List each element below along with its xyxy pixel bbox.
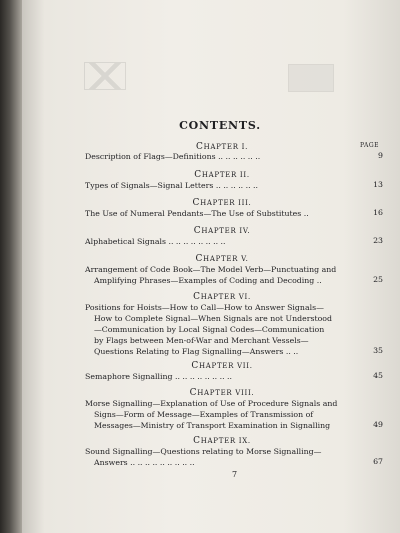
- entry-line: Alphabetical Signals .. .. .. .. .. .. .. ..: [85, 237, 226, 246]
- chapter-entry: [85, 151, 352, 162]
- contents-title: CONTENTS.: [179, 119, 261, 132]
- chapter-heading-rest: HAPTER III.: [200, 199, 252, 207]
- entry-line: Types of Signals—Signal Letters .. .. .. .. .. ..: [85, 181, 259, 190]
- entry-line: Arrangement of Code Book—The Model Verb—Punctuating and: [85, 265, 337, 274]
- chapter-entry: [85, 236, 352, 247]
- page-number: 16: [373, 208, 383, 217]
- page-number: 67: [373, 457, 383, 466]
- show-through-flag-right: [288, 64, 334, 92]
- chapter-heading: [92, 198, 352, 208]
- chapter-heading: [92, 226, 352, 236]
- show-through-reverse-page: [84, 40, 334, 110]
- chapter-initial: C: [193, 292, 201, 302]
- entry-line: How to Complete Signal—When Signals are not Understood: [94, 314, 332, 324]
- entry-line: Signs—Form of Message—Examples of Transmission of: [94, 410, 314, 420]
- entry-line: Morse Signalling—Explanation of Use of Procedure Signals and: [85, 399, 338, 408]
- entry-line: Messages—Ministry of Transport Examination in Signalling: [94, 421, 331, 431]
- chapter-heading: [92, 361, 352, 371]
- chapter-entry: [85, 446, 352, 468]
- entry-line: Semaphore Signalling .. .. .. .. .. .. .. ..: [85, 372, 232, 381]
- entry-line: Description of Flags—Definitions .. .. .. .. .. ..: [85, 152, 261, 161]
- chapter-initial: C: [192, 198, 201, 208]
- book-page: [22, 0, 400, 533]
- chapter-initial: C: [191, 361, 199, 371]
- entry-line: The Use of Numeral Pendants—The Use of Substitutes ..: [85, 209, 309, 218]
- chapter-initial: C: [189, 388, 198, 398]
- chapter-entry: [85, 208, 352, 219]
- page-number: 13: [373, 180, 383, 189]
- chapter-entry: [85, 302, 352, 357]
- entry-line: Answers .. .. .. .. .. .. .. .. ..: [94, 458, 195, 468]
- chapter-heading-rest: HAPTER VII.: [198, 362, 253, 370]
- chapter-heading: [92, 292, 352, 302]
- folio-page-number: 7: [232, 470, 238, 479]
- chapter-heading: [92, 254, 352, 264]
- book-gutter: [0, 0, 22, 533]
- chapter-initial: C: [195, 254, 204, 264]
- chapter-heading: [92, 170, 352, 180]
- entry-line: by Flags between Men-of-War and Merchant Vessels—: [94, 336, 309, 346]
- page-number: 25: [373, 275, 383, 284]
- chapter-heading-rest: HAPTER IV.: [201, 227, 251, 235]
- chapter-heading-rest: HAPTER II.: [201, 171, 250, 179]
- chapter-heading-rest: HAPTER VIII.: [197, 389, 255, 397]
- chapter-initial: C: [194, 170, 202, 180]
- chapter-heading-rest: HAPTER VI.: [200, 293, 251, 301]
- entry-line: Amplifying Phrases—Examples of Coding and Decoding ..: [94, 276, 322, 286]
- chapter-heading: [92, 436, 352, 446]
- page-number: 35: [373, 346, 383, 355]
- chapter-initial: C: [193, 226, 202, 236]
- page-number: 45: [373, 371, 383, 380]
- entry-line: —Communication by Local Signal Codes—Communication: [94, 325, 325, 335]
- chapter-heading-rest: HAPTER I.: [203, 143, 249, 151]
- entry-line: Sound Signalling—Questions relating to Morse Signalling—: [85, 447, 322, 456]
- page-number: 9: [378, 151, 383, 160]
- chapter-heading: [92, 388, 352, 398]
- chapter-entry: [85, 398, 352, 431]
- show-through-flag-left: [84, 62, 126, 90]
- entry-line: Questions Relating to Flag Signalling—Answers .. ..: [94, 347, 299, 357]
- chapter-heading-rest: HAPTER IX.: [200, 437, 251, 445]
- page-number: 23: [373, 236, 383, 245]
- chapter-entry: [85, 264, 352, 286]
- chapter-initial: C: [193, 436, 201, 446]
- page-number: 49: [373, 420, 383, 429]
- page-column-label: PAGE: [360, 142, 379, 149]
- chapter-initial: C: [195, 142, 204, 152]
- chapter-entry: [85, 180, 352, 191]
- chapter-heading-rest: HAPTER V.: [203, 255, 249, 263]
- chapter-entry: [85, 371, 352, 382]
- entry-line: Positions for Hoists—How to Call—How to Answer Signals—: [85, 303, 324, 312]
